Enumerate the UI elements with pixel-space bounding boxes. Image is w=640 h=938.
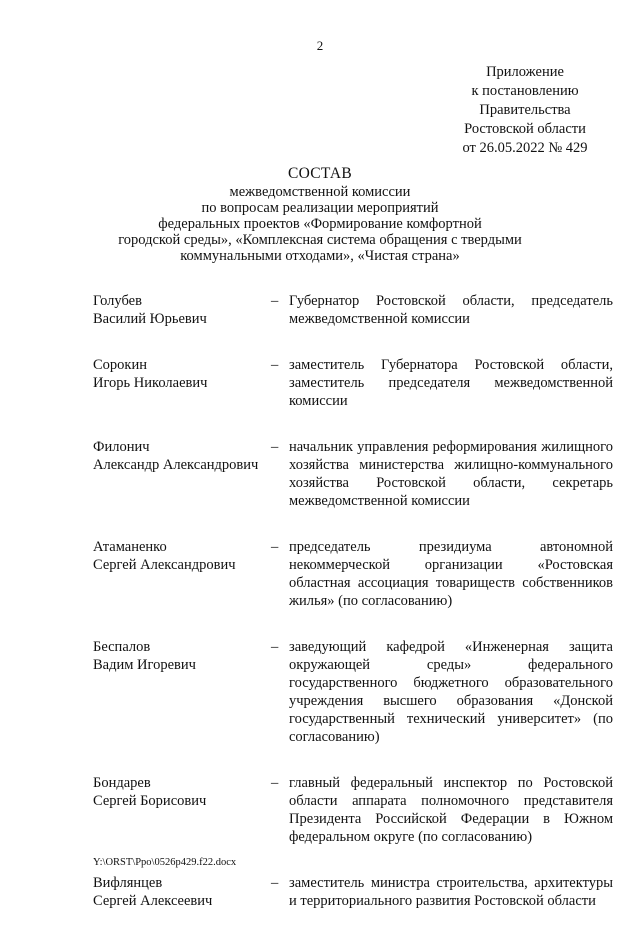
- appendix-line: от 26.05.2022 № 429: [462, 140, 588, 156]
- member-name: [93, 356, 269, 410]
- member-given-name: Александр Александрович: [93, 457, 259, 473]
- member-given-name: Василий Юрьевич: [93, 311, 207, 327]
- member-given-name: Сергей Алексеевич: [93, 893, 213, 909]
- member-surname: Филонич: [93, 439, 150, 455]
- member-role: заместитель министра строительства, архитектуры и территориального развития Ростовской области: [289, 875, 613, 909]
- document-heading: [110, 166, 530, 264]
- member-surname: Атаманенко: [93, 539, 167, 555]
- member-name: [93, 538, 269, 610]
- appendix-line: Правительства: [479, 102, 571, 118]
- member-entry: [93, 538, 613, 610]
- dash-separator: –: [271, 439, 279, 455]
- member-role: главный федеральный инспектор по Ростовской области аппарата полномочного представителя Президента Российской Федерации в Южном федеральном округе (по согласованию): [289, 775, 613, 845]
- member-role: Губернатор Ростовской области, председатель межведомственной комиссии: [289, 293, 613, 327]
- heading-title: СОСТАВ: [287, 165, 353, 182]
- heading-line: по вопросам реализации мероприятий: [201, 200, 439, 216]
- member-entry: [93, 356, 613, 410]
- member-given-name: Вадим Игоревич: [93, 657, 196, 673]
- member-entry: [93, 438, 613, 510]
- member-role: заведующий кафедрой «Инженерная защита окружающей среды» федерального государственного бюджетного образовательного учреждения высшего образования «Донской государственный технический университет» (по согласованию): [289, 639, 613, 745]
- member-surname: Вифлянцев: [93, 875, 163, 891]
- dash-separator: –: [271, 293, 279, 309]
- member-name: [93, 292, 269, 328]
- member-given-name: Сергей Александрович: [93, 557, 236, 573]
- member-name: [93, 774, 269, 846]
- member-given-name: Игорь Николаевич: [93, 375, 208, 391]
- appendix-line: к постановлению: [471, 83, 579, 99]
- member-role: начальник управления реформирования жилищного хозяйства министерства жилищно-коммунального хозяйства Ростовской области, секретарь межведомственной комиссии: [289, 439, 613, 509]
- appendix-line: Приложение: [486, 64, 564, 80]
- member-role: заместитель Губернатора Ростовской области, заместитель председателя межведомственной комиссии: [289, 357, 613, 409]
- member-given-name: Сергей Борисович: [93, 793, 207, 809]
- dash-separator: –: [271, 775, 279, 791]
- member-list: [93, 292, 613, 938]
- appendix-line: Ростовской области: [464, 121, 586, 137]
- appendix-block: [432, 63, 618, 158]
- member-entry: [93, 638, 613, 746]
- heading-line: межведомственной комиссии: [229, 184, 411, 200]
- member-role: председатель президиума автономной некоммерческой организации «Ростовская областная ассоциация товариществ собственников жилья» (по согласованию): [289, 539, 613, 609]
- heading-line: городской среды», «Комплексная система обращения с твердыми: [118, 232, 522, 248]
- member-entry: [93, 292, 613, 328]
- member-surname: Голубев: [93, 293, 142, 309]
- dash-separator: –: [271, 639, 279, 655]
- member-entry: [93, 774, 613, 846]
- heading-line: коммунальными отходами», «Чистая страна»: [180, 248, 460, 264]
- dash-separator: –: [271, 875, 279, 891]
- page-number: 2: [316, 38, 324, 53]
- heading-line: федеральных проектов «Формирование комфортной: [158, 216, 482, 232]
- member-surname: Беспалов: [93, 639, 151, 655]
- member-surname: Бондарев: [93, 775, 151, 791]
- dash-separator: –: [271, 539, 279, 555]
- member-surname: Сорокин: [93, 357, 147, 373]
- file-path-footer: Y:\ORST\Ppo\0526p429.f22.docx: [93, 857, 237, 868]
- dash-separator: –: [271, 357, 279, 373]
- member-name: [93, 638, 269, 746]
- member-name: [93, 438, 269, 510]
